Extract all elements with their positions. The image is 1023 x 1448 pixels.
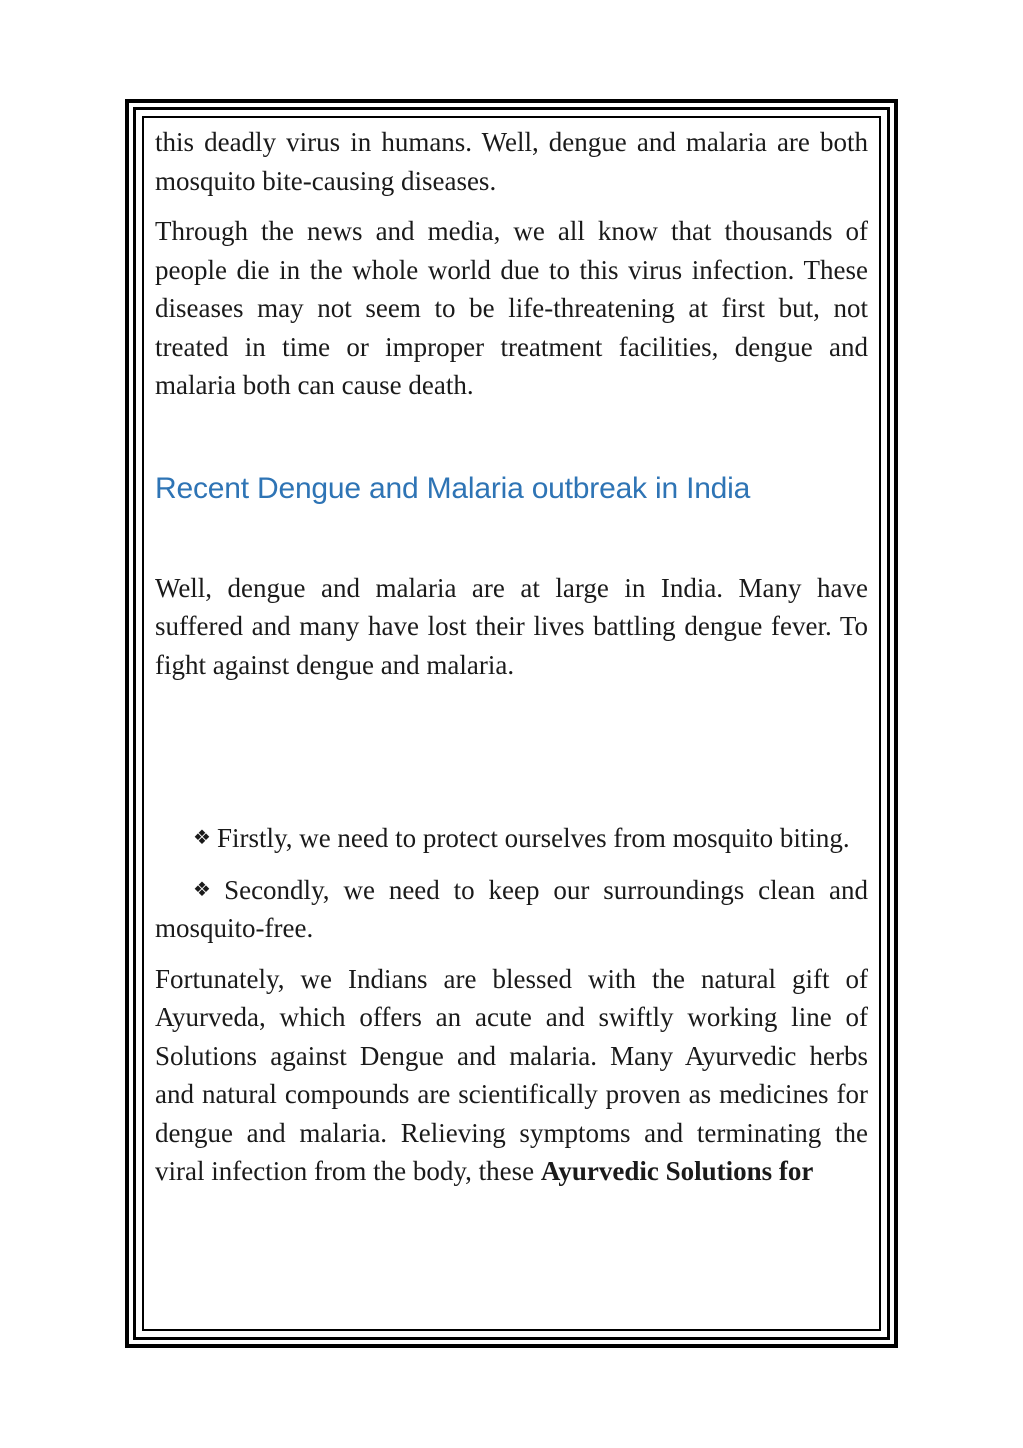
paragraph-news: Through the news and media, we all know that thousands of people die in the whole world due to this virus infection. These diseases may not seem to be life-threatening at first but, not treated in time or improper treatment facilities, dengue and malaria both can cause death.: [155, 216, 868, 400]
paragraph-intro: this deadly virus in humans. Well, dengue and malaria are both mosquito bite-causing diseases.: [155, 127, 868, 196]
paragraph-outbreak: Well, dengue and malaria are at large in India. Many have suffered and many have lost their lives battling dengue fever. To fight against dengue and malaria.: [155, 572, 868, 680]
bullet-item-protect: [155, 818, 868, 858]
bullet-text: Secondly, we need to keep our surroundings clean and mosquito-free.: [155, 874, 869, 943]
diamond-bullet-icon: ❖: [193, 825, 211, 849]
diamond-bullet-icon: ❖: [193, 876, 219, 901]
bullet-text: Firstly, we need to protect ourselves from mosquito biting.: [216, 823, 850, 853]
paragraph-ayurveda: [155, 960, 868, 1191]
section-heading: Recent Dengue and Malaria outbreak in India: [155, 471, 751, 505]
paragraph-ayurveda-text: Fortunately, we Indians are blessed with the natural gift of Ayurveda, which offers an acute and swiftly working line of Solutions against Dengue and malaria. Many Ayurvedic herbs and natural compounds are scientifically proven as medicines for dengue and malaria. Relieving symptoms and terminating the viral infection from the body, these: [155, 963, 868, 1186]
ayurvedic-solutions-bold: Ayurvedic Solutions for: [540, 1156, 814, 1186]
document-body: [155, 123, 868, 1191]
bullet-item-clean: [155, 870, 868, 948]
